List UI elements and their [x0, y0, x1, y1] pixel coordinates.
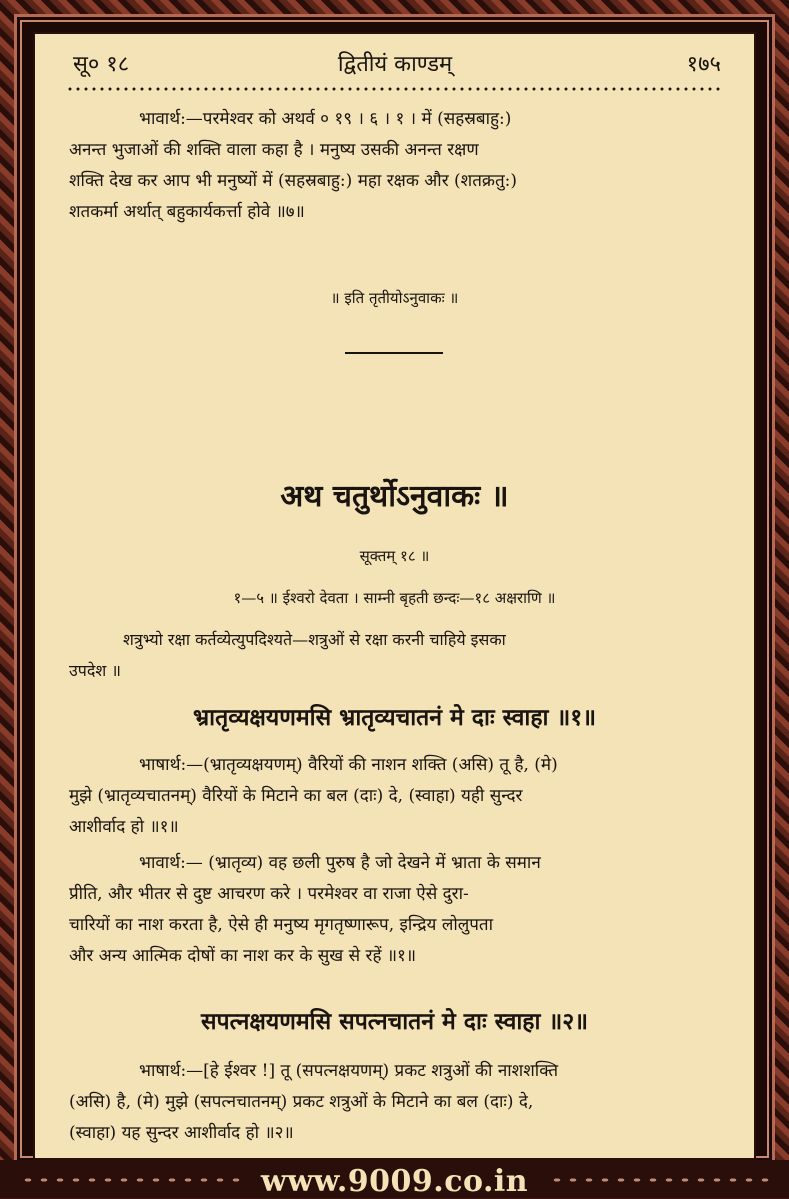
bhasha-1	[69, 750, 721, 843]
website-link[interactable]: www.9009.co.in	[260, 1164, 529, 1199]
mantra-2: सपत्नक्षयणमसि सपत्नचातनं मे दाः स्वाहा ॥२॥	[200, 1008, 588, 1035]
bhavartha-7	[69, 104, 721, 228]
devata-line: १—५ ॥ ईश्वरो देवता । साम्नी बृहती छन्दः—१८ अक्षराणि ॥	[233, 589, 556, 607]
sukta-number: सू० १८	[73, 52, 130, 77]
text-line: चारियों का नाश करता है, ऐसे ही मनुष्य मृगतृष्णारूप, इन्द्रिय लोलुपता	[69, 915, 494, 935]
anuvaka-heading: अथ चतुर्थोऽनुवाकः ॥	[280, 479, 509, 514]
mantra-1: भ्रातृव्यक्षयणमसि भ्रातृव्यचातनं मे दाः स्वाहा ॥१॥	[192, 704, 597, 731]
text-line: (स्वाहा) यह सुन्दर आशीर्वाद हो ॥२॥	[69, 1123, 294, 1143]
text-line: (असि) है, (मे) मुझे (सपत्नचातनम्) प्रकट शत्रुओं के मिटाने का बल (दाः) दे,	[69, 1092, 534, 1112]
text-line: आशीर्वाद हो ॥१॥	[69, 817, 179, 837]
text-line: शतकर्मा अर्थात् बहुकार्यकर्त्ता होवे ॥७॥	[69, 202, 305, 222]
text-line: शत्रुभ्यो रक्षा कर्तव्येत्युपदिश्यते—शत्रुओं से रक्षा करनी चाहिये इसका	[123, 630, 506, 649]
sukta-heading: सूक्तम् १८ ॥	[359, 547, 430, 565]
book-page	[35, 34, 754, 1158]
bhavartha-1	[69, 848, 721, 972]
text-line: भावार्थ:— (भ्रातृव्य) वह छली पुरुष है जो देखने में भ्राता के समान	[139, 853, 541, 873]
page-number: १७५	[686, 52, 721, 77]
text-line: मुझे (भ्रातृव्यचातनम्) वैरियों के मिटाने का बल (दाः) दे, (स्वाहा) यही सुन्दर	[69, 786, 523, 806]
text-line: और अन्य आत्मिक दोषों का नाश कर के सुख से रहें ॥१॥	[69, 946, 417, 966]
text-line: उपदेश ॥	[69, 661, 121, 680]
bhasha-2	[69, 1056, 721, 1149]
text-line: भाषार्थ:—[हे ईश्वर !] तू (सपत्नक्षयणम्) प्रकट शत्रुओं की नाशशक्ति	[139, 1061, 559, 1081]
iti-anuvaka: ॥ इति तृतीयोऽनुवाकः ॥	[330, 289, 459, 307]
text-line: भावार्थ:—परमेश्वर को अथर्व ० १९ । ६ । १ । में (सहस्रबाहु:)	[139, 109, 512, 129]
header-ornament-rule	[67, 86, 723, 92]
section-divider	[345, 352, 443, 354]
text-line: शक्ति देख कर आप भी मनुष्यों में (सहस्रबाहु:) महा रक्षक और (शतक्रतु:)	[69, 171, 518, 191]
kanda-title: द्वितीयं काण्डम्	[337, 52, 453, 77]
intro-paragraph	[69, 624, 721, 686]
text-line: भाषार्थ:—(भ्रातृव्यक्षयणम्) वैरियों की नाशन शक्ति (असि) तू है, (मे)	[139, 755, 558, 775]
running-head	[65, 48, 725, 78]
text-line: प्रीति, और भीतर से दुष्ट आचरण करे । परमेश्वर वा राजा ऐसे दुरा-	[69, 884, 469, 904]
text-line: अनन्त भुजाओं की शक्ति वाला कहा है । मनुष्य उसकी अनन्त रक्षण	[69, 140, 479, 160]
